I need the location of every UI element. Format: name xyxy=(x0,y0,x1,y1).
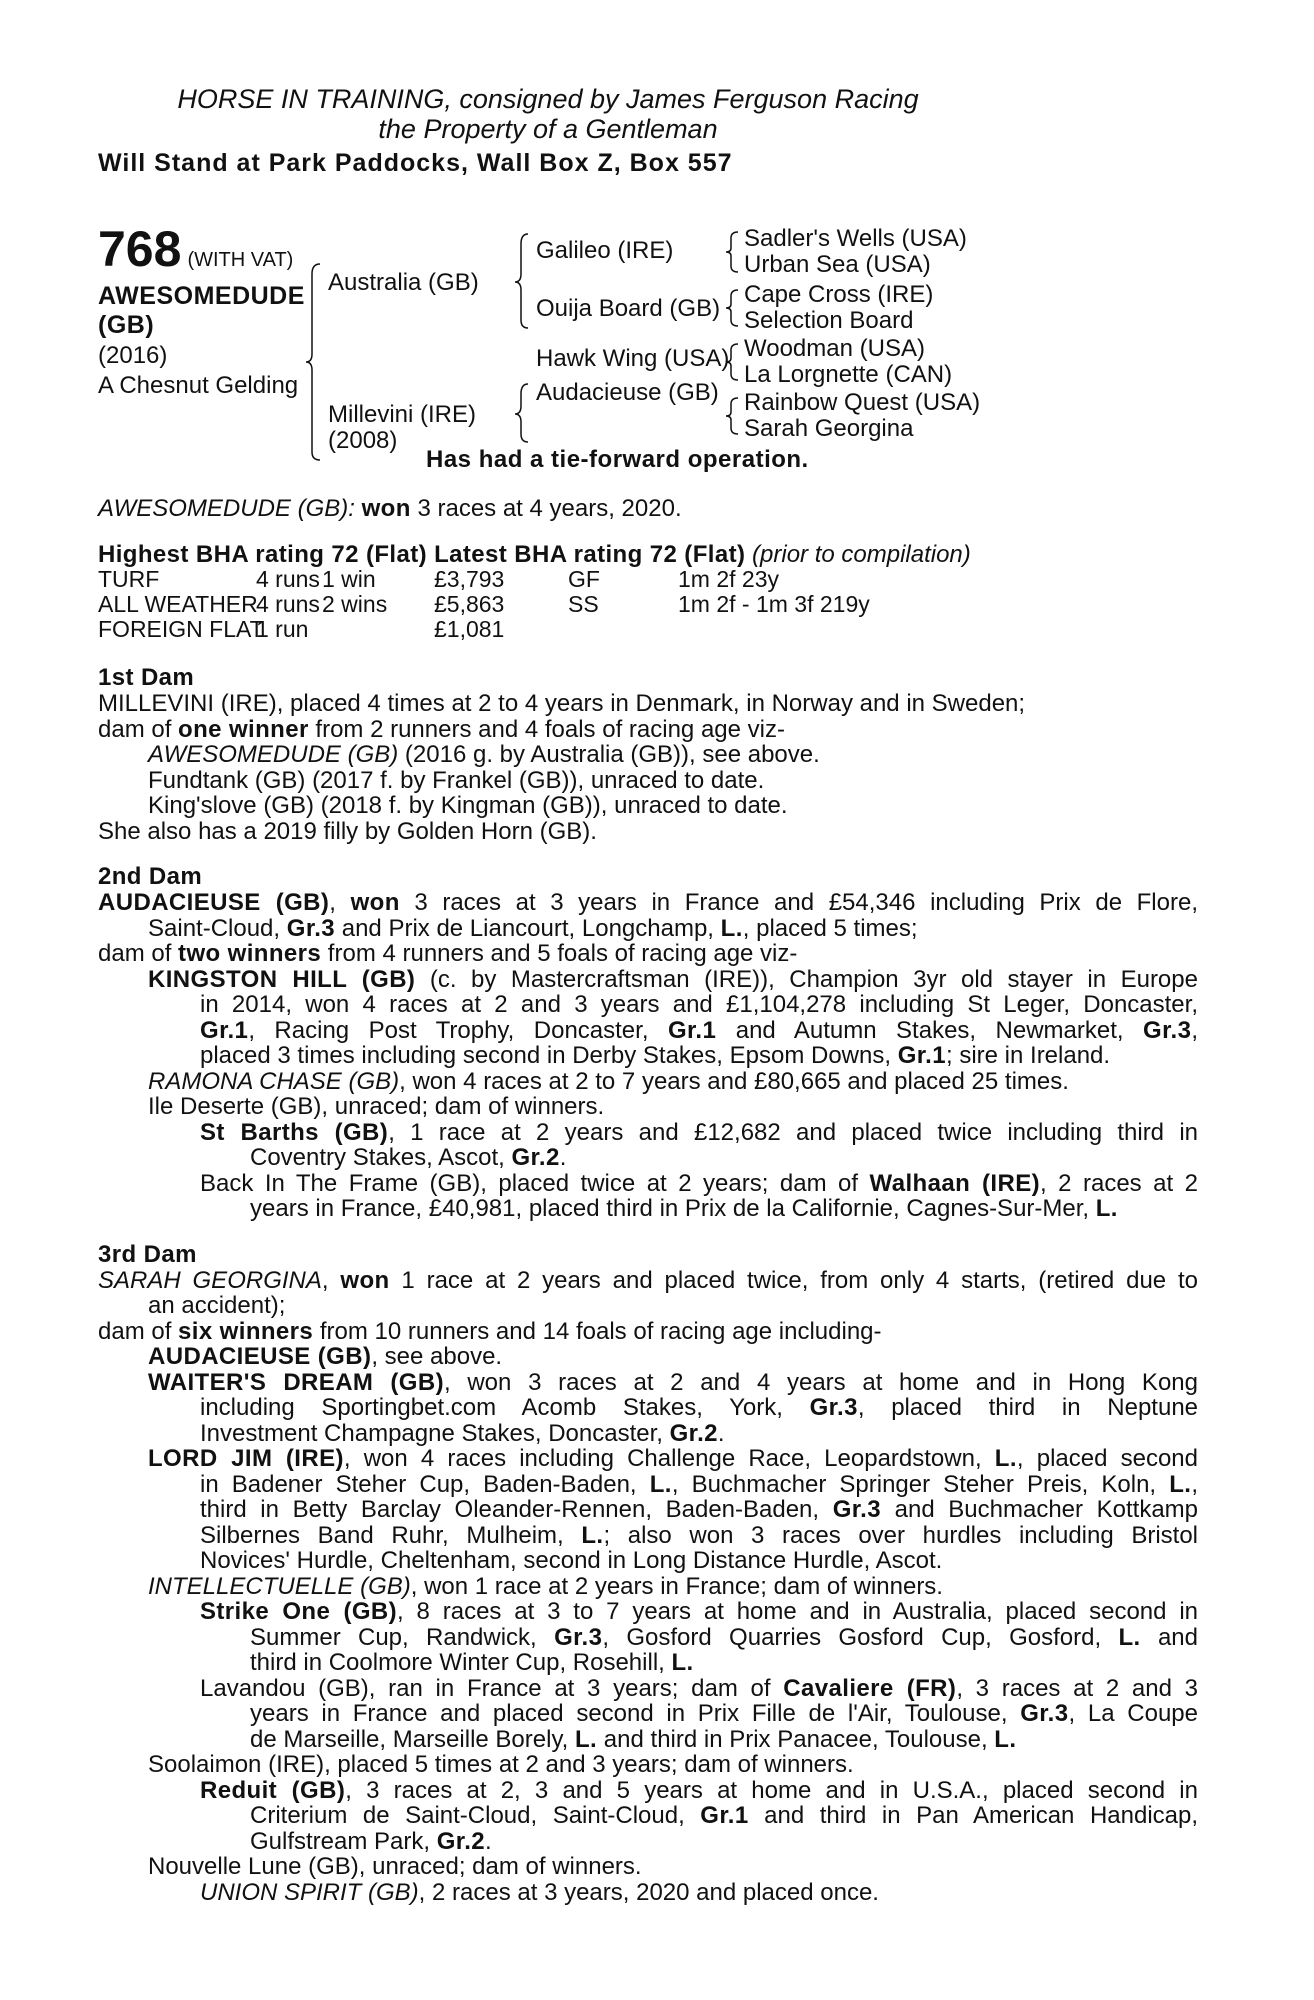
text: dam of xyxy=(98,715,179,743)
produce-name: Reduit (GB) xyxy=(200,1776,346,1804)
grade: Gr.1 xyxy=(700,1802,749,1829)
dam2-line-1 xyxy=(98,890,1198,916)
produce-name: INTELLECTUELLE (GB) xyxy=(148,1572,411,1600)
text: , won 3 races at 2 and 4 years at home and in Hong Kong xyxy=(444,1368,1198,1396)
won: won xyxy=(340,1266,390,1294)
text: placed 3 times including second in Derby Stakes, Epsom Downs, xyxy=(200,1042,898,1069)
first-dam-line: MILLEVINI (IRE), placed 4 times at 2 to 4 years in Denmark, in Norway and in Sweden; xyxy=(98,690,1026,717)
dam3-line-22 xyxy=(98,1803,1198,1829)
text: , 1 race at 2 years and £12,682 and placed twice including third in xyxy=(388,1118,1198,1146)
text: de Marseille, Marseille Borely, xyxy=(250,1725,575,1753)
produce-name: AUDACIEUSE (GB) xyxy=(148,1343,372,1370)
dam3-line-15 xyxy=(98,1625,1198,1651)
text: Summer Cup, Randwick, xyxy=(250,1623,555,1651)
text: , xyxy=(321,1266,341,1294)
dam3-line-19 xyxy=(98,1727,1198,1753)
text: ; sire in Ireland. xyxy=(946,1042,1111,1069)
text: and Autumn Stakes, Newmarket, xyxy=(716,1016,1144,1044)
horse-description: A Chesnut Gelding xyxy=(98,372,299,399)
record-runs: 4 runs xyxy=(256,566,320,592)
foaling-year: (2016) xyxy=(98,342,168,369)
brace-dam xyxy=(515,384,528,442)
produce-name: KINGSTON HILL (GB) xyxy=(148,965,416,993)
text: 3 races at 3 years in France and £54,346 including Prix de Flore, xyxy=(399,889,1198,916)
produce-2019-filly: She also has a 2019 filly by Golden Horn (GB). xyxy=(98,817,597,845)
text: and third in Pan American Handicap, xyxy=(748,1802,1199,1829)
text: , 3 races at 2 and 3 xyxy=(956,1674,1198,1702)
text: Gulfstream Park, xyxy=(250,1827,437,1855)
text: . xyxy=(485,1827,492,1855)
dam3-line-17 xyxy=(98,1676,1198,1702)
gg-4: Selection Board xyxy=(744,307,914,334)
produce-name: WAITER'S DREAM (GB) xyxy=(148,1368,444,1396)
text: years in France and placed second in Prix Fille de l'Air, Toulouse, xyxy=(250,1700,1021,1727)
horse-name-line2: (GB) xyxy=(98,311,155,339)
dam3-line-12 xyxy=(98,1548,1198,1574)
dam3-line-25 xyxy=(98,1880,1198,1906)
consignor-line: HORSE IN TRAINING, consigned by James Ferguson Racing xyxy=(177,84,919,114)
racing-record-table xyxy=(98,567,1198,645)
grade: L. xyxy=(581,1521,604,1549)
gg-1: Sadler's Wells (USA) xyxy=(744,225,967,252)
record-going: SS xyxy=(568,591,599,617)
record-runs: 1 run xyxy=(256,616,309,642)
text: , won 4 races including Challenge Race, Leopardstown, xyxy=(343,1445,995,1472)
dam2-line-8 xyxy=(98,1069,1198,1095)
dam-sire: Hawk Wing (USA) xyxy=(536,345,730,372)
text: dam of xyxy=(98,940,179,967)
ratings-heading-row xyxy=(98,542,1198,568)
grade: Gr.3 xyxy=(832,1496,882,1523)
text: third in Coolmore Winter Cup, Rosehill, xyxy=(250,1649,672,1676)
grade: L. xyxy=(994,1445,1017,1472)
text: , 8 races at 3 to 7 years at home and in Australia, placed second in xyxy=(397,1598,1199,1625)
grade: L. xyxy=(1095,1195,1118,1222)
text: , placed second xyxy=(1016,1445,1198,1472)
dam2-line-7 xyxy=(98,1043,1198,1069)
grade: Gr.1 xyxy=(667,1016,717,1044)
text: Nouvelle Lune (GB), unraced; dam of winners. xyxy=(148,1853,642,1880)
brace-parents xyxy=(306,264,320,460)
dam2-line-3 xyxy=(98,941,1198,967)
grade: L. xyxy=(1118,1623,1141,1651)
produce-name: Walhaan (IRE) xyxy=(869,1169,1040,1197)
text: in 2014, won 4 races at 2 and 3 years and £1,104,278 including St Leger, Doncaster, xyxy=(200,991,1198,1018)
sire-sire: Galileo (IRE) xyxy=(536,237,674,264)
horse-name-line1: AWESOMEDUDE xyxy=(98,282,305,310)
produce-name: AWESOMEDUDE (GB) xyxy=(148,741,399,768)
text: , placed third in Neptune xyxy=(857,1394,1199,1421)
text: Back In The Frame (GB), placed twice at 2 years; dam of xyxy=(200,1169,870,1197)
dam3-line-16 xyxy=(98,1650,1198,1676)
produce-kingslove: King'slove (GB) (2018 f. by Kingman (GB)), unraced to date. xyxy=(148,792,788,819)
text: an accident); xyxy=(148,1292,286,1319)
summary-horse-name: AWESOMEDUDE (GB) xyxy=(98,495,349,522)
grade: L. xyxy=(720,914,743,942)
record-going: GF xyxy=(568,566,600,592)
dam3-line-10 xyxy=(98,1497,1198,1523)
dam2-line-5 xyxy=(98,992,1198,1018)
stabling-line: Will Stand at Park Paddocks, Wall Box Z, Box 557 xyxy=(98,149,733,177)
dam2-line-12 xyxy=(98,1171,1198,1197)
text: , Racing Post Trophy, Doncaster, xyxy=(248,1016,668,1044)
text: . xyxy=(717,1419,725,1447)
dam3-line-23 xyxy=(98,1829,1198,1855)
dam-year: (2008) xyxy=(328,427,398,454)
brace-g4 xyxy=(726,398,738,434)
dam3-line-13 xyxy=(98,1574,1198,1600)
gg-6: La Lorgnette (CAN) xyxy=(744,361,953,388)
text: from 2 runners and 4 foals of racing age viz- xyxy=(308,715,785,743)
record-distance: 1m 2f - 1m 3f 219y xyxy=(678,591,870,617)
grade: L. xyxy=(575,1725,598,1753)
dam3-line-11 xyxy=(98,1523,1198,1549)
text: Novices' Hurdle, Cheltenham, second in Long Distance Hurdle, Ascot. xyxy=(200,1547,943,1574)
brace-sire xyxy=(515,234,528,328)
dam3-line-24 xyxy=(98,1854,1198,1880)
grade: Gr.2 xyxy=(511,1144,560,1171)
dam-dam: Audacieuse (GB) xyxy=(536,379,719,406)
winners-count: six winners xyxy=(178,1317,314,1345)
text: in Badener Steher Cup, Baden-Baden, xyxy=(200,1470,650,1498)
produce-name: RAMONA CHASE (GB) xyxy=(148,1067,400,1095)
ratings-note: (prior to compilation) xyxy=(752,540,971,568)
text: and Prix de Liancourt, Longchamp, xyxy=(335,914,721,942)
produce-fundtank: Fundtank (GB) (2017 f. by Frankel (GB)), unraced to date. xyxy=(148,766,765,794)
produce-name: Strike One (GB) xyxy=(200,1598,398,1625)
text: and Buchmacher Kottkamp xyxy=(881,1496,1199,1523)
vat-note: (WITH VAT) xyxy=(187,249,294,271)
dam2-line-6 xyxy=(98,1018,1198,1044)
won: won xyxy=(350,889,400,916)
text: , 3 races at 2, 3 and 5 years at home and in U.S.A., placed second in xyxy=(345,1776,1198,1804)
text: , Gosford Quarries Gosford Cup, Gosford, xyxy=(602,1623,1119,1651)
dam: Millevini (IRE) xyxy=(328,401,477,428)
grade: Gr.2 xyxy=(436,1827,486,1855)
text: Criterium de Saint-Cloud, Saint-Cloud, xyxy=(250,1802,701,1829)
summary-colon: : xyxy=(348,495,355,522)
text: dam of xyxy=(98,1317,179,1345)
produce-name: St Barths (GB) xyxy=(200,1118,389,1146)
text: (c. by Mastercraftsman (IRE)), Champion 3yr old stayer in Europe xyxy=(415,965,1198,993)
grade: Gr.3 xyxy=(1143,1016,1192,1044)
text: from 10 runners and 14 foals of racing age including- xyxy=(313,1317,882,1345)
record-type: FOREIGN FLAT xyxy=(98,616,264,642)
gg-2: Urban Sea (USA) xyxy=(744,251,931,278)
ratings-heading: Highest BHA rating 72 (Flat) Latest BHA rating 72 (Flat) xyxy=(98,540,746,568)
dam3-line-7 xyxy=(98,1421,1198,1447)
dam3-line-2 xyxy=(98,1293,1198,1319)
text: Coventry Stakes, Ascot, xyxy=(250,1144,512,1171)
operation-note: Has had a tie-forward operation. xyxy=(426,446,809,473)
header xyxy=(98,84,1198,180)
gg-3: Cape Cross (IRE) xyxy=(744,281,934,308)
grade: L. xyxy=(1169,1470,1192,1498)
grade: L. xyxy=(671,1649,694,1676)
record-type: TURF xyxy=(98,566,160,592)
sire: Australia (GB) xyxy=(328,269,479,296)
grade: Gr.3 xyxy=(809,1394,858,1421)
text: years in France, £40,981, placed third in Prix de la Californie, Cagnes-Sur-Mer, xyxy=(250,1195,1096,1222)
dam3-line-20 xyxy=(98,1752,1198,1778)
grade: Gr.3 xyxy=(554,1623,603,1651)
grade: Gr.1 xyxy=(200,1016,249,1044)
property-line: the Property of a Gentleman xyxy=(378,114,718,144)
winners-count: one winner xyxy=(178,715,309,743)
dam3-line-3 xyxy=(98,1319,1198,1345)
first-dam-heading: 1st Dam xyxy=(98,664,195,691)
text: including Sportingbet.com Acomb Stakes, York, xyxy=(200,1394,810,1421)
record-type: ALL WEATHER xyxy=(98,591,258,617)
dam3-line-5 xyxy=(98,1370,1198,1396)
record-prize: £3,793 xyxy=(434,566,505,592)
text: , see above. xyxy=(371,1343,503,1370)
text: and third in Prix Panacee, Toulouse, xyxy=(597,1725,995,1753)
text: Lavandou (GB), ran in France at 3 years; dam of xyxy=(200,1674,784,1702)
text: , 2 races at 2 xyxy=(1040,1169,1198,1197)
produce-name: Cavaliere (FR) xyxy=(783,1674,957,1702)
dam3-line-9 xyxy=(98,1472,1198,1498)
text: ; also won 3 races over hurdles including Bristol xyxy=(603,1521,1198,1549)
catalogue-page xyxy=(98,84,1198,1905)
gg-8: Sarah Georgina xyxy=(744,415,914,442)
record-runs: 4 runs xyxy=(256,591,320,617)
second-dam-heading: 2nd Dam xyxy=(98,863,203,890)
dam2-line-11 xyxy=(98,1145,1198,1171)
third-dam-section xyxy=(98,1242,1198,1906)
text: Investment Champagne Stakes, Doncaster, xyxy=(200,1419,670,1447)
text: , Buchmacher Springer Steher Preis, Koln, xyxy=(671,1470,1170,1498)
grade: Gr.3 xyxy=(286,914,336,942)
dam3-line-18 xyxy=(98,1701,1198,1727)
text: Soolaimon (IRE), placed 5 times at 2 and 3 years; dam of winners. xyxy=(148,1751,854,1778)
text: Silbernes Band Ruhr, Mulheim, xyxy=(200,1521,582,1549)
record-prize: £5,863 xyxy=(434,591,505,617)
text: and xyxy=(1140,1623,1198,1651)
text: (2016 g. by Australia (GB)), see above. xyxy=(398,741,820,768)
gg-5: Woodman (USA) xyxy=(744,335,925,362)
produce-awesomedude xyxy=(98,742,1198,768)
dam2-line-10 xyxy=(98,1120,1198,1146)
text: , La Coupe xyxy=(1068,1700,1198,1727)
dam2-line-2 xyxy=(98,916,1198,942)
record-wins: 1 win xyxy=(322,566,376,592)
grade: L. xyxy=(649,1470,672,1498)
gg-7: Rainbow Quest (USA) xyxy=(744,389,981,416)
brace-g2 xyxy=(726,290,738,326)
sire-dam: Ouija Board (GB) xyxy=(536,295,721,322)
text: Ile Deserte (GB), unraced; dam of winners. xyxy=(148,1093,605,1120)
text: , xyxy=(1191,1470,1198,1498)
text: , 2 races at 3 years, 2020 and placed once. xyxy=(418,1878,879,1906)
dam2-line-4 xyxy=(98,967,1198,993)
dam3-line-4 xyxy=(98,1344,1198,1370)
dam3-line-1 xyxy=(98,1268,1198,1294)
dam3-line-8 xyxy=(98,1446,1198,1472)
record-prize: £1,081 xyxy=(434,616,505,642)
summary-rest: 3 races at 4 years, 2020. xyxy=(410,495,682,522)
produce-name: UNION SPIRIT (GB) xyxy=(200,1878,419,1906)
record-wins: 2 wins xyxy=(322,591,388,617)
summary-won: won xyxy=(361,495,411,522)
brace-g1 xyxy=(726,232,738,272)
grade: Gr.2 xyxy=(669,1419,718,1447)
text: from 4 runners and 5 foals of racing age viz- xyxy=(321,940,798,967)
first-dam-section xyxy=(98,665,1198,844)
text: , won 1 race at 2 years in France; dam of winners. xyxy=(410,1572,943,1600)
dam-name: AUDACIEUSE (GB) xyxy=(98,889,330,916)
text: , xyxy=(329,889,351,916)
dam2-line-9 xyxy=(98,1094,1198,1120)
dam3-line-21 xyxy=(98,1778,1198,1804)
second-dam-section xyxy=(98,864,1198,1222)
third-dam-heading: 3rd Dam xyxy=(98,1240,197,1268)
dam-name: SARAH GEORGINA xyxy=(98,1266,322,1294)
text: 1 race at 2 years and placed twice, from only 4 starts, (retired due to xyxy=(389,1266,1198,1294)
dam3-line-6 xyxy=(98,1395,1198,1421)
produce-name: LORD JIM (IRE) xyxy=(148,1445,344,1472)
lot-number: 768 xyxy=(98,221,182,277)
text: Saint-Cloud, xyxy=(148,914,287,942)
text: . xyxy=(559,1144,567,1171)
record-distance: 1m 2f 23y xyxy=(678,566,779,592)
text: , won 4 races at 2 to 7 years and £80,665 and placed 25 times. xyxy=(399,1067,1069,1095)
text: , placed 5 times; xyxy=(742,914,918,942)
grade: Gr.3 xyxy=(1020,1700,1069,1727)
race-summary xyxy=(98,496,1198,522)
dam3-line-14 xyxy=(98,1599,1198,1625)
grade: L. xyxy=(994,1725,1017,1753)
grade: Gr.1 xyxy=(897,1042,946,1069)
text: third in Betty Barclay Oleander-Rennen, Baden-Baden, xyxy=(200,1496,833,1523)
pedigree-block xyxy=(98,221,1198,482)
winners-count: two winners xyxy=(178,940,322,967)
text: , xyxy=(1191,1016,1198,1044)
first-dam-produce-intro xyxy=(98,717,1198,743)
dam2-line-13 xyxy=(98,1196,1198,1222)
